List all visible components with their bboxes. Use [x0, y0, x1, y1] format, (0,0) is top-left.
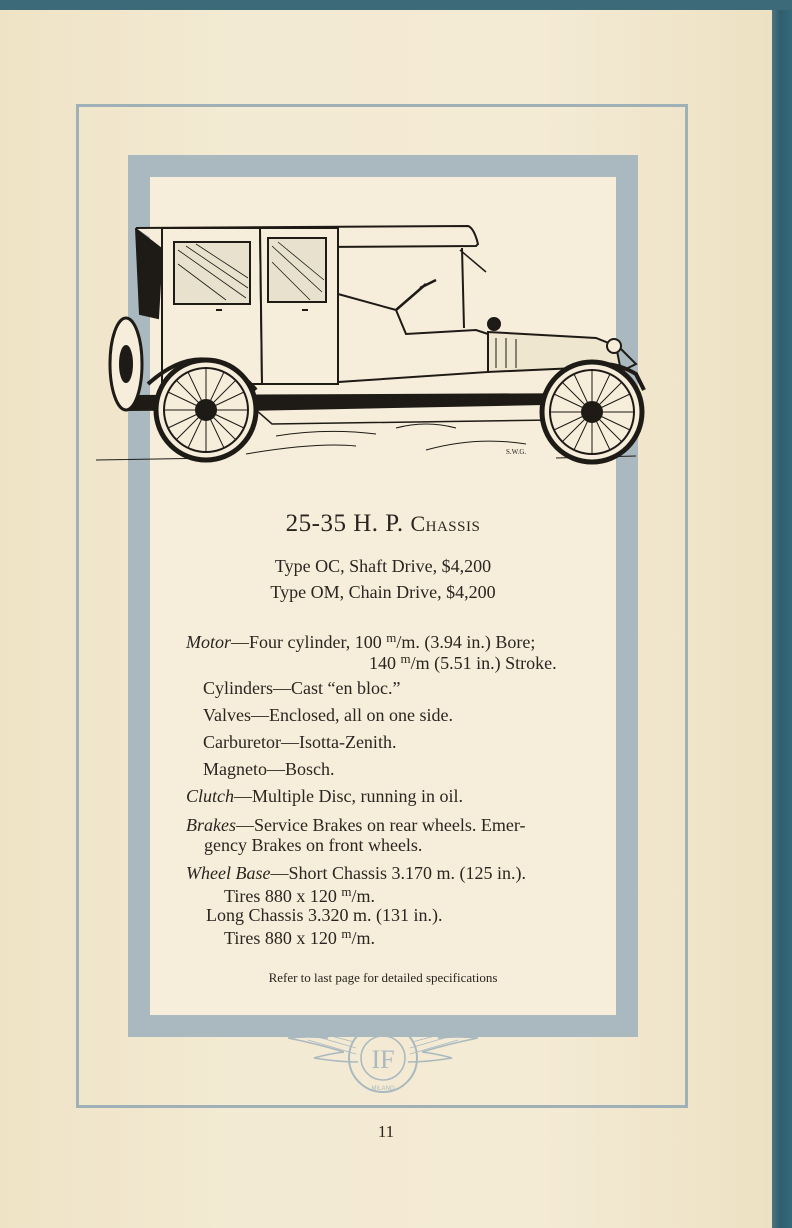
magneto-spec: Magneto—Bosch. — [203, 759, 335, 779]
page-title — [128, 510, 638, 538]
motor-text: —Four cylinder, 100 — [231, 632, 387, 652]
winged-logo-emblem — [258, 1008, 508, 1108]
emblem-text: ISOTTA FRASCHINI — [355, 1028, 411, 1034]
motor-text-2: /m. (3.94 in.) Bore; — [396, 632, 536, 652]
wheel-base-spec — [186, 863, 526, 884]
brakes-text: —Service Brakes on rear wheels. Emer- — [235, 815, 526, 835]
wheel-base-text: —Short Chassis 3.170 m. (125 in.). — [270, 863, 526, 883]
motor-stroke-b: /m (5.51 in.) Stroke. — [410, 653, 557, 673]
type-om-line: Type OM, Chain Drive, $4,200 — [270, 582, 496, 602]
specifications-note: Refer to last page for detailed specifications — [268, 970, 498, 985]
motor-stroke-a: 140 — [369, 653, 401, 673]
brakes-label: Brakes — [186, 815, 236, 835]
long-tires-b: /m. — [351, 928, 375, 948]
title-hp: 25-35 H. P. — [285, 510, 404, 537]
brakes-spec-line2: gency Brakes on front wheels. — [204, 835, 423, 855]
motor-unit-2: m — [400, 651, 411, 666]
long-tires-a: Tires 880 x 120 — [224, 928, 342, 948]
long-chassis-spec: Long Chassis 3.320 m. (131 in.). — [206, 905, 443, 925]
motor-label: Motor — [186, 632, 231, 652]
title-word: Chassis — [410, 511, 481, 536]
short-tires-spec — [224, 884, 375, 907]
carburetor-spec: Carburetor—Isotta-Zenith. — [203, 732, 397, 752]
brakes-spec — [186, 815, 526, 836]
book-binding — [772, 0, 792, 1228]
long-tires-spec — [224, 926, 375, 949]
artist-mark: S.W.G. — [506, 448, 527, 456]
type-oc-line: Type OC, Shaft Drive, $4,200 — [274, 556, 492, 576]
motor-spec-line2 — [369, 651, 557, 674]
emblem-letters: IF — [371, 1045, 395, 1074]
short-tires-unit: m — [341, 884, 352, 899]
valves-spec: Valves—Enclosed, all on one side. — [203, 705, 453, 725]
page-top-edge — [0, 0, 792, 10]
motor-spec — [186, 630, 535, 653]
page-number: 11 — [377, 1122, 395, 1141]
clutch-spec — [186, 786, 463, 807]
cylinders-spec: Cylinders—Cast “en bloc.” — [203, 678, 401, 698]
car-illustration — [96, 214, 652, 470]
long-tires-unit: m — [341, 926, 352, 941]
clutch-text: —Multiple Disc, running in oil. — [234, 786, 463, 806]
short-tires-a: Tires 880 x 120 — [224, 886, 342, 906]
clutch-label: Clutch — [186, 786, 234, 806]
motor-unit-1: m — [386, 630, 397, 645]
emblem-city: MILANO — [371, 1086, 395, 1092]
short-tires-b: /m. — [351, 886, 375, 906]
wheel-base-label: Wheel Base — [186, 863, 271, 883]
